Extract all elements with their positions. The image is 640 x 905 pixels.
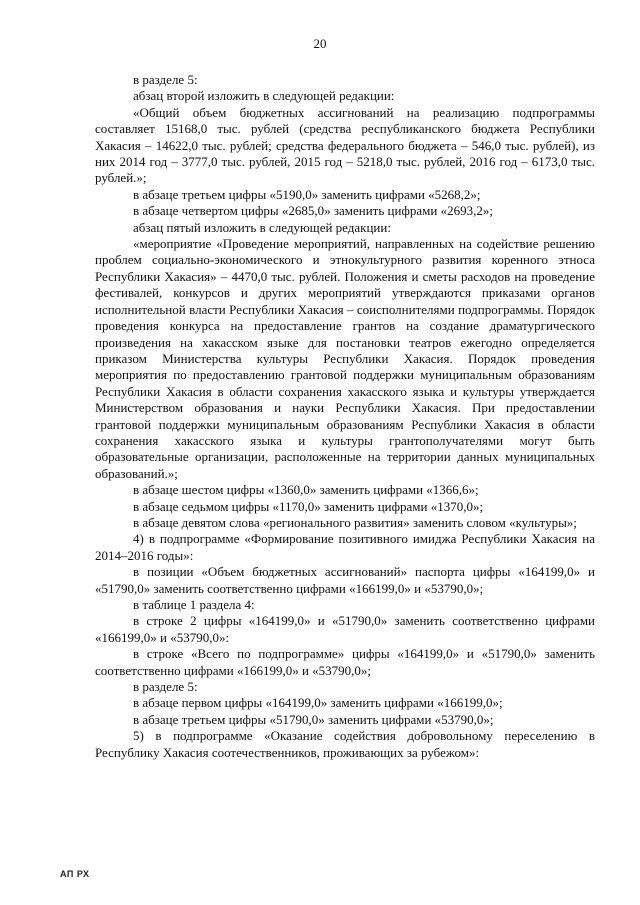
footer-stamp: АП РХ xyxy=(60,869,90,879)
paragraph: в разделе 5: xyxy=(133,679,198,695)
paragraph: в разделе 5: xyxy=(133,72,198,87)
paragraph: абзац пятый изложить в следующей редакции: xyxy=(133,219,391,235)
paragraph: в абзаце четвертом цифры «2685,0» заменить цифрами «2693,2»; xyxy=(133,203,493,219)
document-body xyxy=(95,72,595,761)
paragraph: в абзаце третьем цифры «5190,0» заменить цифрами «5268,2»; xyxy=(133,186,481,202)
paragraph: абзац второй изложить в следующей редакции: xyxy=(133,88,395,104)
paragraph: «мероприятие «Проведение мероприятий, направленных на содействие решению проблем социально-экономического и этнокультурного развития коренного этноса Республики Хакасия» – 4470,0 тыс. рублей. Положения и сметы расходов на проведение фестивалей, конкурсов и других мероприятий утверждаются приказами органов исполнительной власти Республики Хакасия – соисполнителями подпрограммы. Порядок проведения конкурса на предоставление грантов на создание драматургического произведения на хакасском языке для постановки театров ежегодно определяется приказом Министерства культуры Республики Хакасия. Порядок проведения мероприятия по предоставлению грантовой поддержки муниципальным образованиям Республики Хакасия в области сохранения хакасского языка и культуры утверждается Министерством образования и науки Республики Хакасия. При предоставлении грантовой поддержки муниципальным образованиям Республики Хакасия в области сохранения хакасского языка и культуры грантополучателями могут быть образовательные организации, расположенные на территории данных муниципальных образований.»; xyxy=(95,236,595,481)
paragraph: «Общий объем бюджетных ассигнований на реализацию подпрограммы составляет 15168,0 тыс. рублей (средства республиканского бюджета Республики Хакасия – 14622,0 тыс. рублей; средства федерального бюджета – 546,0 тыс. рублей), из них 2014 год – 3777,0 тыс. рублей, 2015 год – 5218,0 тыс. рублей, 2016 год – 6173,0 тыс. рублей.»; xyxy=(95,104,595,186)
paragraph: в абзаце первом цифры «164199,0» заменить цифрами «166199,0»; xyxy=(133,695,503,711)
paragraph: в таблице 1 раздела 4: xyxy=(133,597,255,612)
paragraph: 5) в подпрограмме «Оказание содействия добровольному переселению в Республику Хакасия соотечественников, проживающих за рубежом»: xyxy=(95,728,595,760)
paragraph: в строке «Всего по подпрограмме» цифры «164199,0» и «51790,0» заменить соответственно цифрами «166199,0» и «53790,0»; xyxy=(95,646,595,678)
paragraph: в абзаце шестом цифры «1360,0» заменить цифрами «1366,6»; xyxy=(133,482,479,498)
paragraph: в абзаце седьмом цифры «1170,0» заменить цифрами «1370,0»; xyxy=(133,498,484,514)
paragraph: в абзаце девятом слова «регионального развития» заменить словом «культуры»; xyxy=(133,514,577,530)
paragraph: в позиции «Объем бюджетных ассигнований» паспорта цифры «164199,0» и «51790,0» заменить соответственно цифрами «166199,0» и «53790,0»; xyxy=(95,564,595,596)
paragraph: в абзаце третьем цифры «51790,0» заменить цифрами «53790,0»; xyxy=(133,711,494,727)
paragraph: 4) в подпрограмме «Формирование позитивного имиджа Республики Хакасия на 2014–2016 годы»: xyxy=(95,531,595,563)
page-number: 20 xyxy=(313,36,327,51)
paragraph: в строке 2 цифры «164199,0» и «51790,0» заменить соответственно цифрами «166199,0» и «53790,0»: xyxy=(95,613,595,645)
